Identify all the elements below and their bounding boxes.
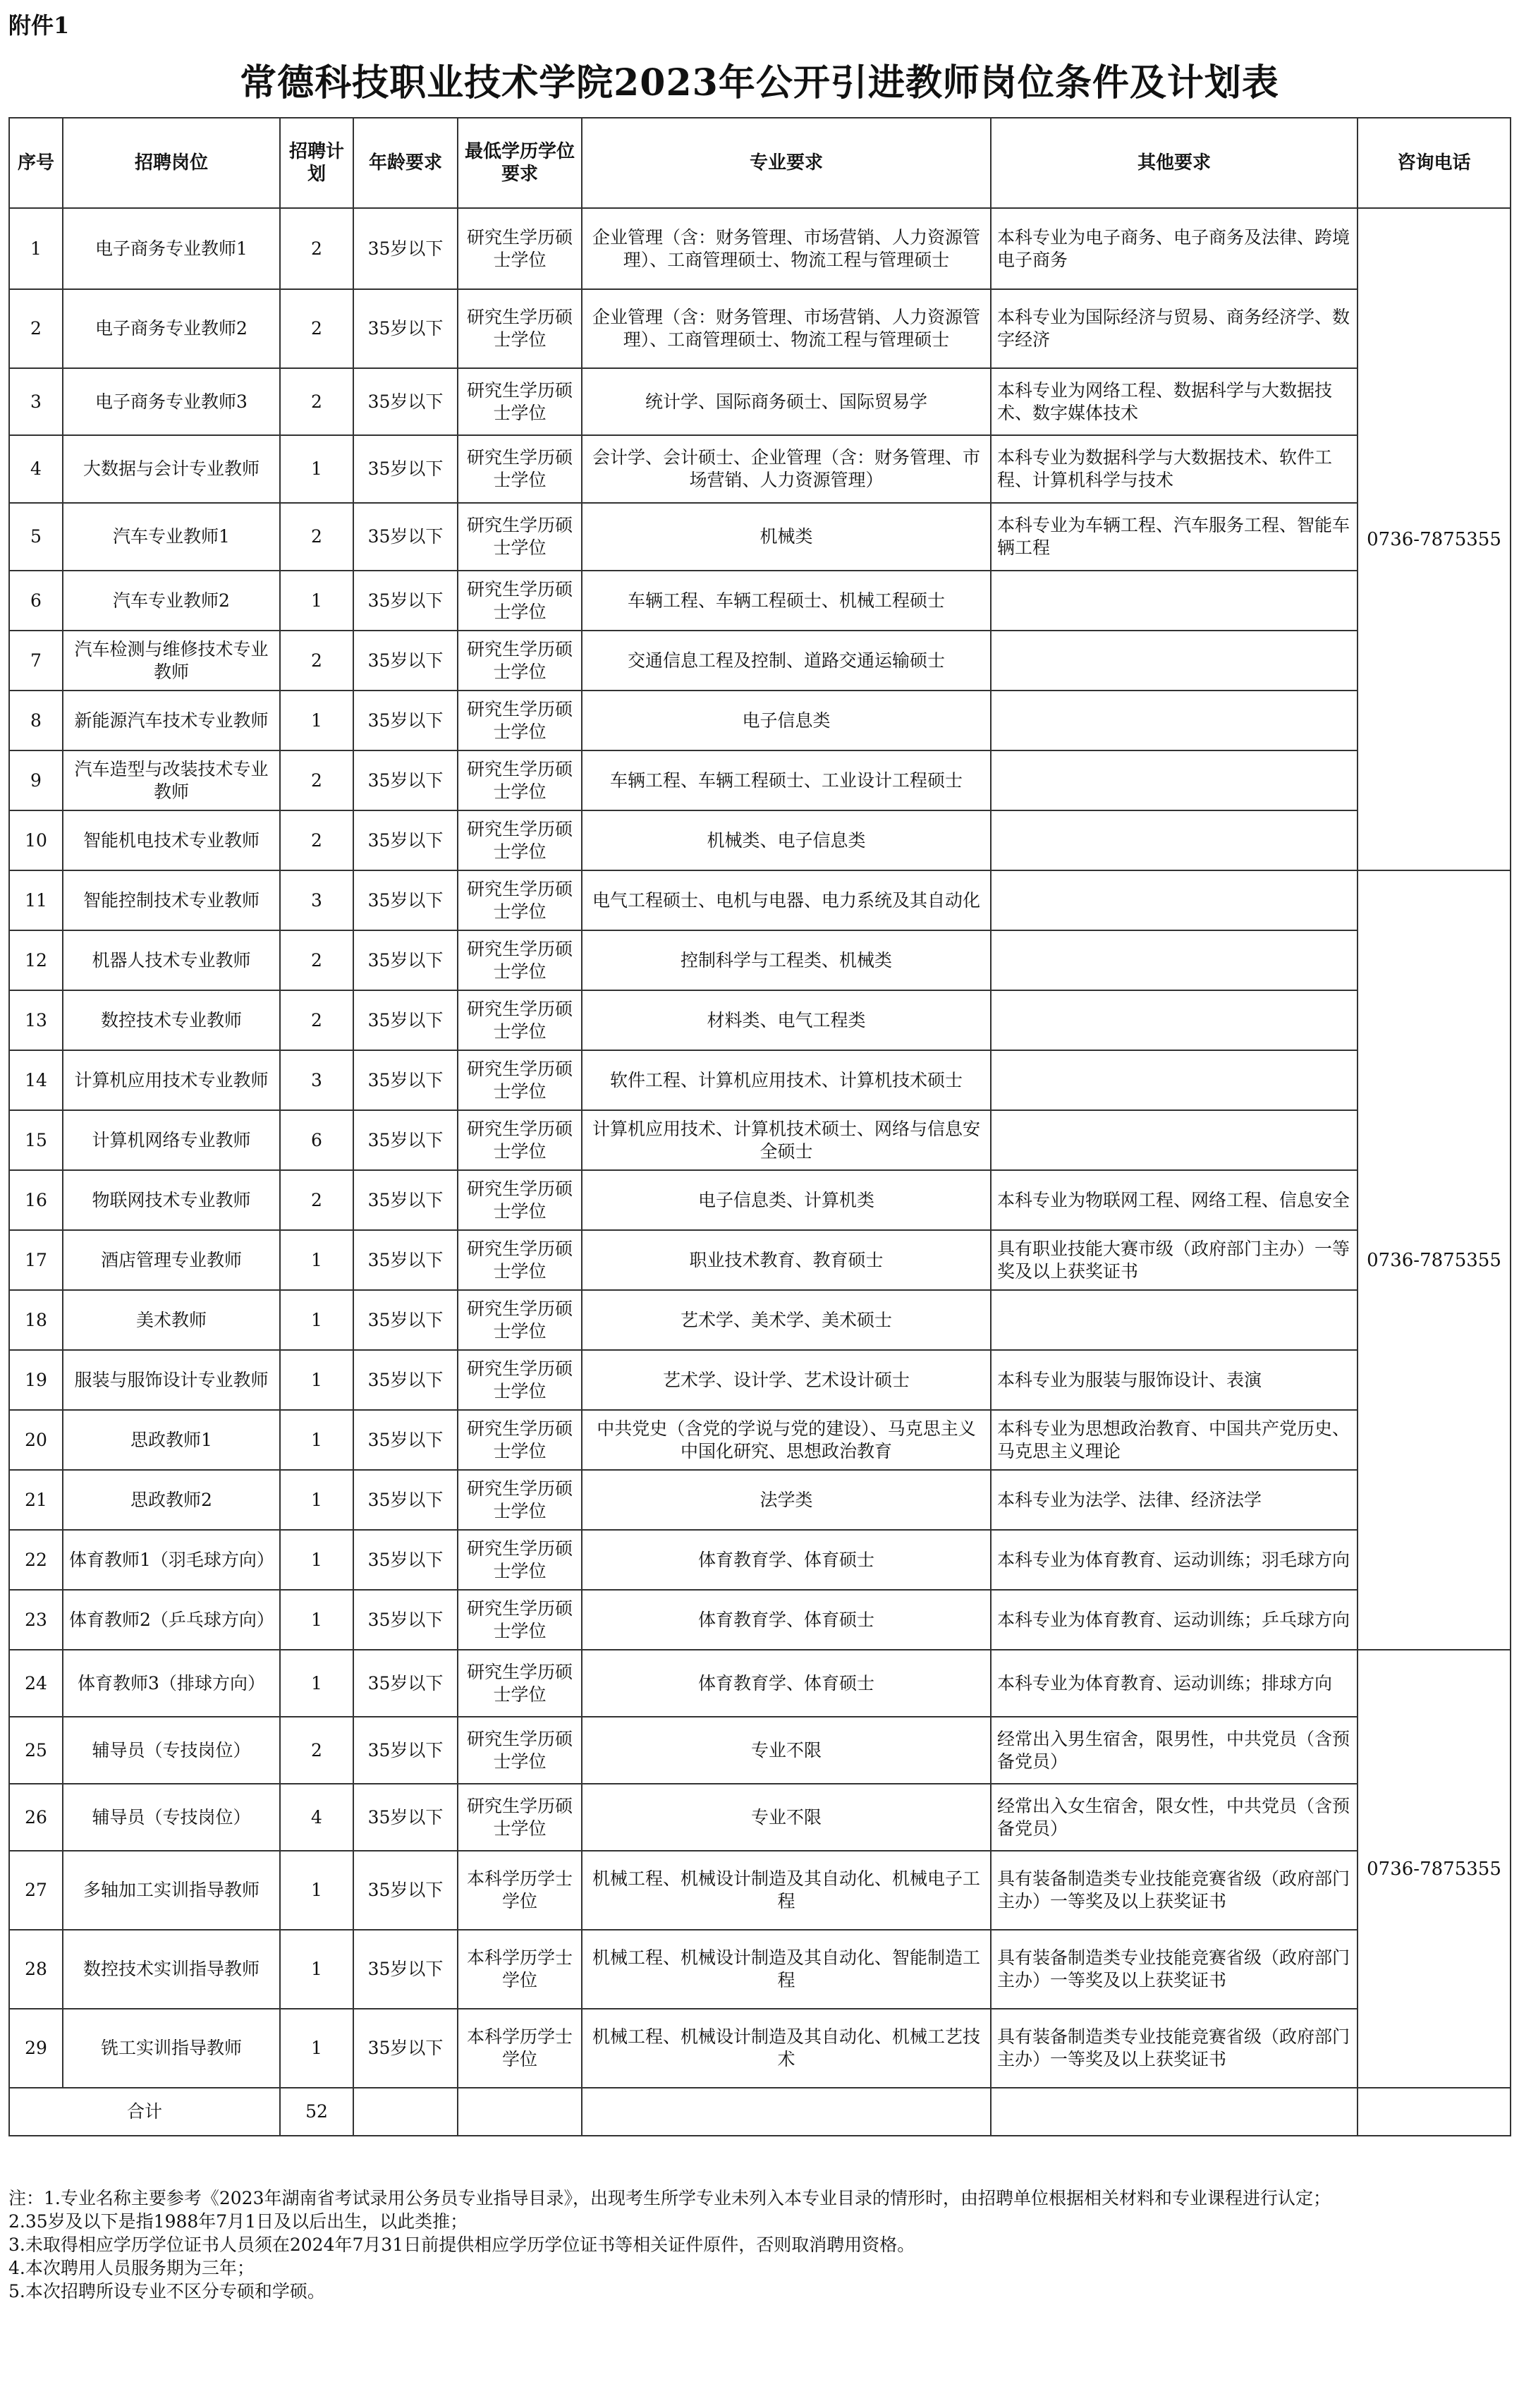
table-row <box>9 1110 1511 1170</box>
cell-major: 电子信息类 <box>582 691 991 750</box>
cell-other <box>991 1290 1358 1350</box>
cell-seq: 7 <box>9 631 63 691</box>
cell-age: 35岁以下 <box>353 1050 458 1110</box>
cell-seq: 4 <box>9 435 63 503</box>
cell-age: 35岁以下 <box>353 1470 458 1530</box>
note-line: 4.本次聘用人员服务期为三年； <box>8 2258 255 2278</box>
cell-position: 电子商务专业教师3 <box>63 368 280 435</box>
cell-seq: 11 <box>9 870 63 930</box>
total-empty-cell <box>991 2088 1358 2136</box>
cell-position: 辅导员（专技岗位） <box>63 1717 280 1784</box>
cell-age: 35岁以下 <box>353 571 458 631</box>
table-row <box>9 1590 1511 1650</box>
cell-count: 1 <box>280 1650 353 1717</box>
cell-position: 智能控制技术专业教师 <box>63 870 280 930</box>
cell-count: 1 <box>280 435 353 503</box>
cell-position: 思政教师2 <box>63 1470 280 1530</box>
cell-degree: 研究生学历硕士学位 <box>458 870 582 930</box>
total-row <box>9 2088 1511 2136</box>
cell-phone: 0736-7875355 <box>1358 1650 1511 2088</box>
cell-count: 2 <box>280 1717 353 1784</box>
cell-age: 35岁以下 <box>353 1170 458 1230</box>
cell-seq: 15 <box>9 1110 63 1170</box>
total-count: 52 <box>280 2088 353 2136</box>
cell-count: 2 <box>280 810 353 870</box>
cell-position: 酒店管理专业教师 <box>63 1230 280 1290</box>
header-degree: 最低学历学位要求 <box>458 118 582 208</box>
table-row <box>9 1410 1511 1470</box>
cell-seq: 29 <box>9 2009 63 2088</box>
cell-other: 本科专业为思想政治教育、中国共产党历史、马克思主义理论 <box>991 1410 1358 1470</box>
cell-position: 数控技术实训指导教师 <box>63 1930 280 2009</box>
cell-seq: 22 <box>9 1530 63 1590</box>
table-row <box>9 990 1511 1050</box>
cell-position: 计算机应用技术专业教师 <box>63 1050 280 1110</box>
cell-age: 35岁以下 <box>353 930 458 990</box>
cell-age: 35岁以下 <box>353 631 458 691</box>
cell-major: 艺术学、设计学、艺术设计硕士 <box>582 1350 991 1410</box>
cell-major: 车辆工程、车辆工程硕士、工业设计工程硕士 <box>582 750 991 810</box>
note-line: 2.35岁及以下是指1988年7月1日及以后出生，以此类推； <box>8 2211 468 2232</box>
cell-age: 35岁以下 <box>353 1530 458 1590</box>
cell-major: 专业不限 <box>582 1717 991 1784</box>
recruitment-table <box>8 117 1511 2136</box>
cell-position: 美术教师 <box>63 1290 280 1350</box>
cell-phone: 0736-7875355 <box>1358 870 1511 1650</box>
cell-position: 大数据与会计专业教师 <box>63 435 280 503</box>
cell-count: 1 <box>280 1590 353 1650</box>
table-row <box>9 631 1511 691</box>
cell-other <box>991 631 1358 691</box>
table-row <box>9 691 1511 750</box>
header-major: 专业要求 <box>582 118 991 208</box>
cell-seq: 23 <box>9 1590 63 1650</box>
cell-count: 2 <box>280 750 353 810</box>
cell-seq: 2 <box>9 289 63 368</box>
cell-seq: 12 <box>9 930 63 990</box>
cell-other: 具有装备制造类专业技能竞赛省级（政府部门主办）一等奖及以上获奖证书 <box>991 2009 1358 2088</box>
cell-age: 35岁以下 <box>353 1590 458 1650</box>
cell-position: 汽车造型与改装技术专业教师 <box>63 750 280 810</box>
attachment-label: 附件1 <box>8 12 70 39</box>
cell-major: 艺术学、美术学、美术硕士 <box>582 1290 991 1350</box>
table-row <box>9 1851 1511 1930</box>
cell-position: 汽车检测与维修技术专业教师 <box>63 631 280 691</box>
cell-position: 体育教师2（乒乓球方向） <box>63 1590 280 1650</box>
cell-seq: 16 <box>9 1170 63 1230</box>
cell-other: 本科专业为网络工程、数据科学与大数据技术、数字媒体技术 <box>991 368 1358 435</box>
cell-major: 职业技术教育、教育硕士 <box>582 1230 991 1290</box>
cell-position: 体育教师3（排球方向） <box>63 1650 280 1717</box>
total-label: 合计 <box>9 2088 280 2136</box>
cell-degree: 研究生学历硕士学位 <box>458 1784 582 1851</box>
cell-other: 经常出入男生宿舍，限男性，中共党员（含预备党员） <box>991 1717 1358 1784</box>
cell-other: 本科专业为物联网工程、网络工程、信息安全 <box>991 1170 1358 1230</box>
cell-major: 统计学、国际商务硕士、国际贸易学 <box>582 368 991 435</box>
table-row <box>9 930 1511 990</box>
cell-major: 机械类、电子信息类 <box>582 810 991 870</box>
cell-count: 3 <box>280 1050 353 1110</box>
cell-position: 多轴加工实训指导教师 <box>63 1851 280 1930</box>
cell-major: 电子信息类、计算机类 <box>582 1170 991 1230</box>
cell-seq: 9 <box>9 750 63 810</box>
cell-other <box>991 750 1358 810</box>
cell-degree: 研究生学历硕士学位 <box>458 1470 582 1530</box>
cell-degree: 研究生学历硕士学位 <box>458 1290 582 1350</box>
total-empty-cell <box>582 2088 991 2136</box>
table-row <box>9 289 1511 368</box>
header-phone: 咨询电话 <box>1358 118 1511 208</box>
cell-count: 1 <box>280 1851 353 1930</box>
note-line: 5.本次招聘所设专业不区分专硕和学硕。 <box>8 2281 325 2301</box>
cell-other: 经常出入女生宿舍，限女性，中共党员（含预备党员） <box>991 1784 1358 1851</box>
cell-degree: 研究生学历硕士学位 <box>458 435 582 503</box>
cell-degree: 本科学历学士学位 <box>458 1851 582 1930</box>
cell-degree: 研究生学历硕士学位 <box>458 503 582 571</box>
table-row <box>9 1290 1511 1350</box>
cell-seq: 27 <box>9 1851 63 1930</box>
cell-seq: 24 <box>9 1650 63 1717</box>
cell-other <box>991 990 1358 1050</box>
header-age: 年龄要求 <box>353 118 458 208</box>
cell-count: 6 <box>280 1110 353 1170</box>
cell-seq: 19 <box>9 1350 63 1410</box>
cell-seq: 20 <box>9 1410 63 1470</box>
cell-count: 1 <box>280 571 353 631</box>
cell-major: 专业不限 <box>582 1784 991 1851</box>
cell-count: 1 <box>280 1290 353 1350</box>
cell-seq: 10 <box>9 810 63 870</box>
header-position: 招聘岗位 <box>63 118 280 208</box>
cell-major: 企业管理（含：财务管理、市场营销、人力资源管理）、工商管理硕士、物流工程与管理硕士 <box>582 208 991 289</box>
cell-age: 35岁以下 <box>353 503 458 571</box>
cell-major: 材料类、电气工程类 <box>582 990 991 1050</box>
cell-major: 体育教育学、体育硕士 <box>582 1590 991 1650</box>
cell-position: 电子商务专业教师2 <box>63 289 280 368</box>
cell-count: 1 <box>280 1930 353 2009</box>
cell-count: 2 <box>280 631 353 691</box>
cell-other <box>991 870 1358 930</box>
cell-major: 法学类 <box>582 1470 991 1530</box>
cell-degree: 研究生学历硕士学位 <box>458 810 582 870</box>
cell-major: 会计学、会计硕士、企业管理（含：财务管理、市场营销、人力资源管理） <box>582 435 991 503</box>
header-seq: 序号 <box>9 118 63 208</box>
cell-age: 35岁以下 <box>353 1290 458 1350</box>
cell-degree: 研究生学历硕士学位 <box>458 1650 582 1717</box>
cell-degree: 研究生学历硕士学位 <box>458 368 582 435</box>
cell-degree: 研究生学历硕士学位 <box>458 1110 582 1170</box>
table-row <box>9 1470 1511 1530</box>
cell-position: 机器人技术专业教师 <box>63 930 280 990</box>
cell-other: 本科专业为法学、法律、经济法学 <box>991 1470 1358 1530</box>
cell-degree: 本科学历学士学位 <box>458 2009 582 2088</box>
cell-other: 具有装备制造类专业技能竞赛省级（政府部门主办）一等奖及以上获奖证书 <box>991 1851 1358 1930</box>
cell-other: 本科专业为服装与服饰设计、表演 <box>991 1350 1358 1410</box>
cell-degree: 研究生学历硕士学位 <box>458 208 582 289</box>
cell-position: 电子商务专业教师1 <box>63 208 280 289</box>
cell-count: 2 <box>280 1170 353 1230</box>
cell-count: 1 <box>280 1350 353 1410</box>
cell-seq: 13 <box>9 990 63 1050</box>
cell-age: 35岁以下 <box>353 435 458 503</box>
table-row <box>9 1784 1511 1851</box>
cell-count: 1 <box>280 2009 353 2088</box>
cell-other: 本科专业为体育教育、运动训练；羽毛球方向 <box>991 1530 1358 1590</box>
cell-seq: 26 <box>9 1784 63 1851</box>
cell-other <box>991 810 1358 870</box>
cell-position: 智能机电技术专业教师 <box>63 810 280 870</box>
cell-other: 本科专业为体育教育、运动训练；乒乓球方向 <box>991 1590 1358 1650</box>
cell-age: 35岁以下 <box>353 368 458 435</box>
table-row <box>9 1170 1511 1230</box>
table-row <box>9 503 1511 571</box>
cell-position: 汽车专业教师2 <box>63 571 280 631</box>
cell-major: 车辆工程、车辆工程硕士、机械工程硕士 <box>582 571 991 631</box>
header-count: 招聘计划 <box>280 118 353 208</box>
cell-age: 35岁以下 <box>353 1717 458 1784</box>
cell-major: 机械工程、机械设计制造及其自动化、智能制造工程 <box>582 1930 991 2009</box>
cell-major: 计算机应用技术、计算机技术硕士、网络与信息安全硕士 <box>582 1110 991 1170</box>
cell-seq: 14 <box>9 1050 63 1110</box>
notes-section <box>8 2187 1507 2303</box>
table-row <box>9 435 1511 503</box>
cell-count: 2 <box>280 289 353 368</box>
cell-degree: 研究生学历硕士学位 <box>458 571 582 631</box>
cell-count: 2 <box>280 503 353 571</box>
cell-age: 35岁以下 <box>353 1650 458 1717</box>
cell-major: 控制科学与工程类、机械类 <box>582 930 991 990</box>
cell-position: 新能源汽车技术专业教师 <box>63 691 280 750</box>
cell-degree: 研究生学历硕士学位 <box>458 990 582 1050</box>
cell-count: 1 <box>280 1470 353 1530</box>
total-empty-cell <box>1358 2088 1511 2136</box>
cell-phone: 0736-7875355 <box>1358 208 1511 870</box>
cell-age: 35岁以下 <box>353 691 458 750</box>
table-row <box>9 1050 1511 1110</box>
cell-age: 35岁以下 <box>353 1851 458 1930</box>
table-row <box>9 1350 1511 1410</box>
cell-age: 35岁以下 <box>353 870 458 930</box>
table-row <box>9 2009 1511 2088</box>
cell-age: 35岁以下 <box>353 1410 458 1470</box>
cell-seq: 1 <box>9 208 63 289</box>
cell-degree: 研究生学历硕士学位 <box>458 631 582 691</box>
cell-other <box>991 691 1358 750</box>
cell-major: 企业管理（含：财务管理、市场营销、人力资源管理）、工商管理硕士、物流工程与管理硕士 <box>582 289 991 368</box>
cell-degree: 研究生学历硕士学位 <box>458 1350 582 1410</box>
table-row <box>9 1930 1511 2009</box>
cell-other: 本科专业为车辆工程、汽车服务工程、智能车辆工程 <box>991 503 1358 571</box>
cell-other <box>991 1050 1358 1110</box>
cell-degree: 研究生学历硕士学位 <box>458 691 582 750</box>
table-row <box>9 208 1511 289</box>
cell-other: 本科专业为电子商务、电子商务及法律、跨境电子商务 <box>991 208 1358 289</box>
cell-position: 汽车专业教师1 <box>63 503 280 571</box>
cell-age: 35岁以下 <box>353 1784 458 1851</box>
cell-position: 辅导员（专技岗位） <box>63 1784 280 1851</box>
cell-count: 3 <box>280 870 353 930</box>
cell-age: 35岁以下 <box>353 810 458 870</box>
cell-other: 本科专业为数据科学与大数据技术、软件工程、计算机科学与技术 <box>991 435 1358 503</box>
cell-position: 体育教师1（羽毛球方向） <box>63 1530 280 1590</box>
cell-degree: 研究生学历硕士学位 <box>458 1170 582 1230</box>
cell-major: 体育教育学、体育硕士 <box>582 1530 991 1590</box>
note-line: 3.未取得相应学历学位证书人员须在2024年7月31日前提供相应学历学位证书等相关证件原件，否则取消聘用资格。 <box>8 2234 915 2255</box>
cell-position: 计算机网络专业教师 <box>63 1110 280 1170</box>
cell-major: 机械工程、机械设计制造及其自动化、机械电子工程 <box>582 1851 991 1930</box>
cell-seq: 3 <box>9 368 63 435</box>
cell-position: 服装与服饰设计专业教师 <box>63 1350 280 1410</box>
cell-seq: 18 <box>9 1290 63 1350</box>
total-empty-cell <box>458 2088 582 2136</box>
cell-seq: 21 <box>9 1470 63 1530</box>
cell-other <box>991 1110 1358 1170</box>
table-row <box>9 571 1511 631</box>
cell-position: 物联网技术专业教师 <box>63 1170 280 1230</box>
table-header-row <box>9 118 1511 208</box>
page-title: 常德科技职业技术学院2023年公开引进教师岗位条件及计划表 <box>240 61 1279 104</box>
table-row <box>9 1530 1511 1590</box>
cell-seq: 8 <box>9 691 63 750</box>
cell-degree: 研究生学历硕士学位 <box>458 1530 582 1590</box>
cell-other: 本科专业为国际经济与贸易、商务经济学、数字经济 <box>991 289 1358 368</box>
cell-other <box>991 571 1358 631</box>
cell-other: 具有装备制造类专业技能竞赛省级（政府部门主办）一等奖及以上获奖证书 <box>991 1930 1358 2009</box>
table-row <box>9 1230 1511 1290</box>
table-row <box>9 750 1511 810</box>
cell-degree: 本科学历学士学位 <box>458 1930 582 2009</box>
cell-count: 1 <box>280 1530 353 1590</box>
cell-age: 35岁以下 <box>353 1110 458 1170</box>
table-row <box>9 1650 1511 1717</box>
cell-age: 35岁以下 <box>353 1350 458 1410</box>
table-row <box>9 870 1511 930</box>
cell-age: 35岁以下 <box>353 750 458 810</box>
cell-count: 1 <box>280 1410 353 1470</box>
header-other: 其他要求 <box>991 118 1358 208</box>
table-row <box>9 368 1511 435</box>
cell-degree: 研究生学历硕士学位 <box>458 289 582 368</box>
table-row <box>9 1717 1511 1784</box>
cell-position: 数控技术专业教师 <box>63 990 280 1050</box>
cell-major: 软件工程、计算机应用技术、计算机技术硕士 <box>582 1050 991 1110</box>
cell-major: 体育教育学、体育硕士 <box>582 1650 991 1717</box>
cell-major: 中共党史（含党的学说与党的建设）、马克思主义中国化研究、思想政治教育 <box>582 1410 991 1470</box>
cell-degree: 研究生学历硕士学位 <box>458 930 582 990</box>
cell-other: 本科专业为体育教育、运动训练；排球方向 <box>991 1650 1358 1717</box>
cell-seq: 25 <box>9 1717 63 1784</box>
cell-position: 铣工实训指导教师 <box>63 2009 280 2088</box>
cell-seq: 17 <box>9 1230 63 1290</box>
cell-age: 35岁以下 <box>353 1930 458 2009</box>
cell-age: 35岁以下 <box>353 1230 458 1290</box>
cell-degree: 研究生学历硕士学位 <box>458 1410 582 1470</box>
cell-age: 35岁以下 <box>353 990 458 1050</box>
cell-age: 35岁以下 <box>353 208 458 289</box>
cell-count: 1 <box>280 1230 353 1290</box>
cell-count: 4 <box>280 1784 353 1851</box>
cell-count: 1 <box>280 691 353 750</box>
cell-count: 2 <box>280 368 353 435</box>
cell-major: 电气工程硕士、电机与电器、电力系统及其自动化 <box>582 870 991 930</box>
total-empty-cell <box>353 2088 458 2136</box>
cell-count: 2 <box>280 930 353 990</box>
cell-seq: 5 <box>9 503 63 571</box>
cell-degree: 研究生学历硕士学位 <box>458 1590 582 1650</box>
table-row <box>9 810 1511 870</box>
cell-seq: 28 <box>9 1930 63 2009</box>
cell-other <box>991 930 1358 990</box>
cell-count: 2 <box>280 208 353 289</box>
cell-degree: 研究生学历硕士学位 <box>458 1230 582 1290</box>
cell-major: 机械类 <box>582 503 991 571</box>
cell-position: 思政教师1 <box>63 1410 280 1470</box>
cell-major: 机械工程、机械设计制造及其自动化、机械工艺技术 <box>582 2009 991 2088</box>
cell-count: 2 <box>280 990 353 1050</box>
cell-major: 交通信息工程及控制、道路交通运输硕士 <box>582 631 991 691</box>
note-line: 注：1.专业名称主要参考《2023年湖南省考试录用公务员专业指导目录》，出现考生所学专业未列入本专业目录的情形时，由招聘单位根据相关材料和专业课程进行认定； <box>8 2188 1331 2208</box>
cell-age: 35岁以下 <box>353 2009 458 2088</box>
cell-other: 具有职业技能大赛市级（政府部门主办）一等奖及以上获奖证书 <box>991 1230 1358 1290</box>
cell-degree: 研究生学历硕士学位 <box>458 1050 582 1110</box>
cell-seq: 6 <box>9 571 63 631</box>
cell-degree: 研究生学历硕士学位 <box>458 750 582 810</box>
cell-degree: 研究生学历硕士学位 <box>458 1717 582 1784</box>
cell-age: 35岁以下 <box>353 289 458 368</box>
